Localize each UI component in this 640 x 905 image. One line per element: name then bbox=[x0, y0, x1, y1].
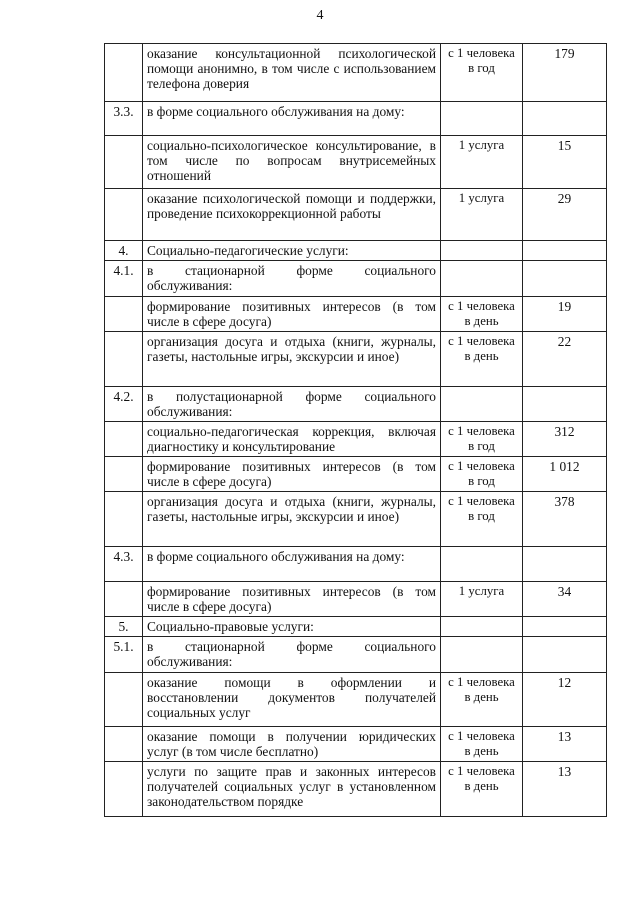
unit-of-measure: с 1 человека в год bbox=[441, 457, 523, 492]
table-row bbox=[105, 547, 607, 582]
service-description: оказание помощи в оформлении и восстановлении документов получателей социальных услуг bbox=[143, 673, 441, 727]
table-row bbox=[105, 102, 607, 136]
tariff-value: 13 bbox=[523, 762, 607, 817]
service-description: оказание помощи в получении юридических услуг (в том числе бесплатно) bbox=[143, 727, 441, 762]
table-row bbox=[105, 457, 607, 492]
row-number: 4.3. bbox=[105, 547, 143, 582]
table-row bbox=[105, 136, 607, 189]
section-heading: Социально-правовые услуги: bbox=[143, 617, 441, 637]
services-table bbox=[104, 43, 607, 817]
tariff-value: 179 bbox=[523, 44, 607, 102]
row-number bbox=[105, 457, 143, 492]
tariff-value bbox=[523, 261, 607, 297]
table-row bbox=[105, 297, 607, 332]
unit-of-measure: с 1 человека в год bbox=[441, 422, 523, 457]
service-description: организация досуга и отдыха (книги, журналы, газеты, настольные игры, экскурсии и иное) bbox=[143, 332, 441, 387]
services-table-body bbox=[105, 44, 607, 817]
table-row bbox=[105, 617, 607, 637]
service-description: оказание консультационной психологической помощи анонимно, в том числе с использованием телефона доверия bbox=[143, 44, 441, 102]
row-number: 4.2. bbox=[105, 387, 143, 422]
row-number: 3.3. bbox=[105, 102, 143, 136]
tariff-value: 312 bbox=[523, 422, 607, 457]
service-description: социально-психологическое консультирование, в том числе по вопросам внутрисемейных отношений bbox=[143, 136, 441, 189]
unit-of-measure bbox=[441, 387, 523, 422]
service-description: социально-педагогическая коррекция, включая диагностику и консультирование bbox=[143, 422, 441, 457]
tariff-value bbox=[523, 102, 607, 136]
tariff-value bbox=[523, 637, 607, 673]
table-row bbox=[105, 387, 607, 422]
tariff-value bbox=[523, 387, 607, 422]
unit-of-measure: 1 услуга bbox=[441, 582, 523, 617]
tariff-value: 19 bbox=[523, 297, 607, 332]
tariff-value: 378 bbox=[523, 492, 607, 547]
row-number bbox=[105, 582, 143, 617]
row-number: 5. bbox=[105, 617, 143, 637]
row-number bbox=[105, 44, 143, 102]
row-number bbox=[105, 727, 143, 762]
row-number bbox=[105, 332, 143, 387]
row-number bbox=[105, 136, 143, 189]
row-number: 4.1. bbox=[105, 261, 143, 297]
table-row bbox=[105, 422, 607, 457]
table-row bbox=[105, 673, 607, 727]
tariff-value bbox=[523, 547, 607, 582]
table-row bbox=[105, 762, 607, 817]
unit-of-measure: с 1 человека в год bbox=[441, 492, 523, 547]
table-row bbox=[105, 582, 607, 617]
service-description: оказание психологической помощи и поддержки, проведение психокоррекционной работы bbox=[143, 189, 441, 241]
table-row bbox=[105, 241, 607, 261]
unit-of-measure bbox=[441, 261, 523, 297]
page-number: 4 bbox=[316, 8, 324, 23]
unit-of-measure: с 1 человека в год bbox=[441, 44, 523, 102]
service-description: в стационарной форме социального обслуживания: bbox=[143, 637, 441, 673]
service-description: в форме социального обслуживания на дому: bbox=[143, 547, 441, 582]
unit-of-measure: с 1 человека в день bbox=[441, 762, 523, 817]
service-description: в полустационарной форме социального обслуживания: bbox=[143, 387, 441, 422]
tariff-value: 13 bbox=[523, 727, 607, 762]
row-number bbox=[105, 673, 143, 727]
unit-of-measure bbox=[441, 637, 523, 673]
tariff-value bbox=[523, 241, 607, 261]
unit-of-measure: 1 услуга bbox=[441, 136, 523, 189]
tariff-value: 29 bbox=[523, 189, 607, 241]
row-number: 4. bbox=[105, 241, 143, 261]
tariff-value: 12 bbox=[523, 673, 607, 727]
row-number: 5.1. bbox=[105, 637, 143, 673]
row-number bbox=[105, 492, 143, 547]
row-number bbox=[105, 762, 143, 817]
table-row bbox=[105, 261, 607, 297]
unit-of-measure: с 1 человека в день bbox=[441, 727, 523, 762]
row-number bbox=[105, 189, 143, 241]
tariff-value: 34 bbox=[523, 582, 607, 617]
unit-of-measure bbox=[441, 102, 523, 136]
table-row bbox=[105, 189, 607, 241]
section-heading: Социально-педагогические услуги: bbox=[143, 241, 441, 261]
row-number bbox=[105, 422, 143, 457]
unit-of-measure: 1 услуга bbox=[441, 189, 523, 241]
tariff-value: 15 bbox=[523, 136, 607, 189]
unit-of-measure: с 1 человека в день bbox=[441, 673, 523, 727]
service-description: в стационарной форме социального обслуживания: bbox=[143, 261, 441, 297]
service-description: в форме социального обслуживания на дому: bbox=[143, 102, 441, 136]
unit-of-measure bbox=[441, 241, 523, 261]
service-description: организация досуга и отдыха (книги, журналы, газеты, настольные игры, экскурсии и иное) bbox=[143, 492, 441, 547]
unit-of-measure: с 1 человека в день bbox=[441, 297, 523, 332]
table-row bbox=[105, 332, 607, 387]
service-description: формирование позитивных интересов (в том числе в сфере досуга) bbox=[143, 582, 441, 617]
service-description: услуги по защите прав и законных интересов получателей социальных услуг в установленном законодательством порядке bbox=[143, 762, 441, 817]
tariff-value bbox=[523, 617, 607, 637]
row-number bbox=[105, 297, 143, 332]
table-row bbox=[105, 727, 607, 762]
service-description: формирование позитивных интересов (в том числе в сфере досуга) bbox=[143, 457, 441, 492]
tariff-value: 1 012 bbox=[523, 457, 607, 492]
tariff-value: 22 bbox=[523, 332, 607, 387]
table-row bbox=[105, 44, 607, 102]
unit-of-measure bbox=[441, 547, 523, 582]
unit-of-measure: с 1 человека в день bbox=[441, 332, 523, 387]
table-row bbox=[105, 492, 607, 547]
service-description: формирование позитивных интересов (в том числе в сфере досуга) bbox=[143, 297, 441, 332]
table-row bbox=[105, 637, 607, 673]
unit-of-measure bbox=[441, 617, 523, 637]
